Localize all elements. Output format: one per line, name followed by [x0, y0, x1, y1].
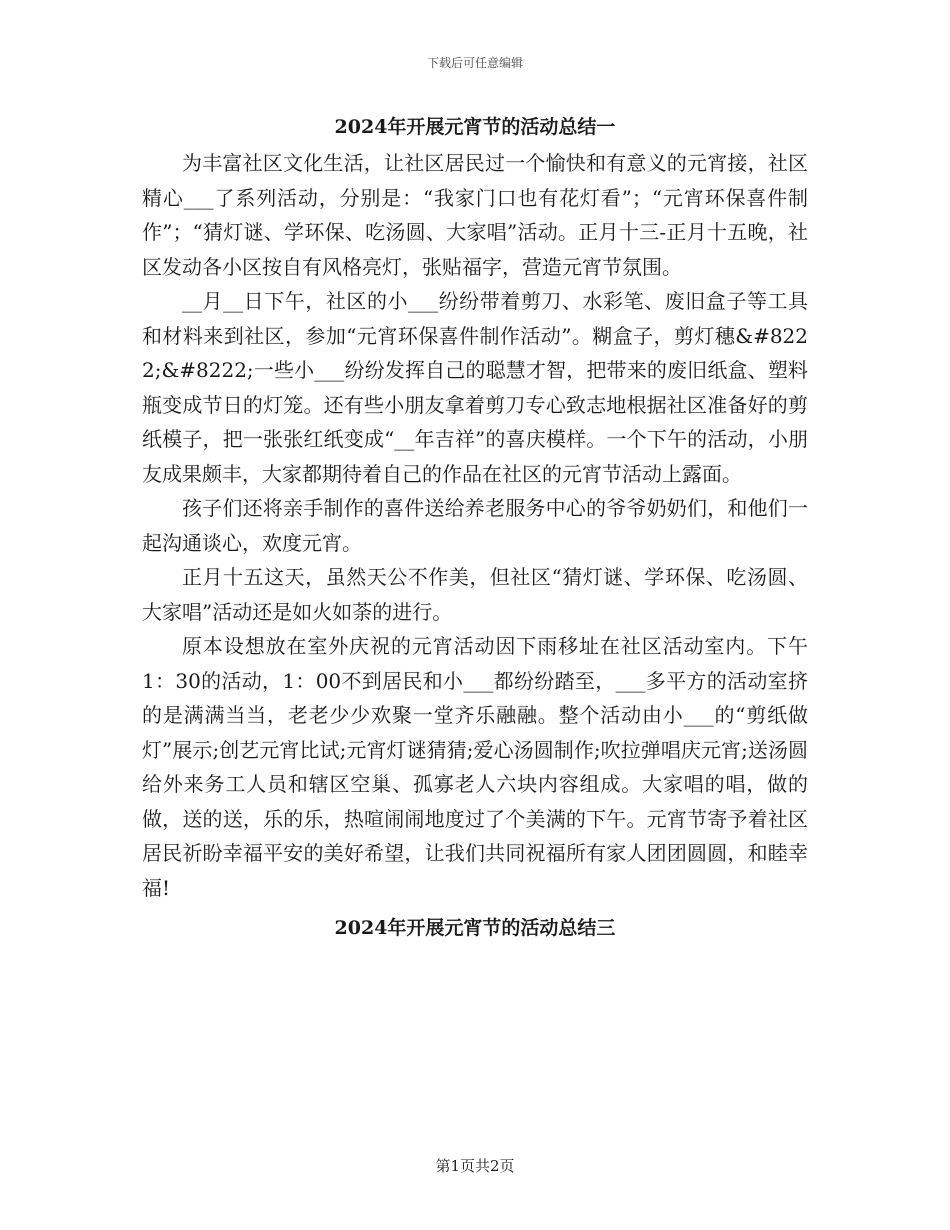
page-number: 第1页共2页 [435, 1157, 515, 1175]
paragraph-intro: 为丰富社区文化生活，让社区居民过一个愉快和有意义的元宵接，社区精心___了系列活动，分别是：“我家门口也有花灯看”；“元宵环保喜件制作”；“猜灯谜、学环保、吃汤圆、大家唱”活动。正月十三-正月十五晚，社区发动各小区按自有风格亮灯，张贴福字，营造元宵节氛围。 [142, 151, 808, 279]
header-note: 下载后可任意编辑 [426, 56, 523, 70]
document-body [142, 112, 808, 943]
paragraph-craft-activity: __月__日下午，社区的小___纷纷带着剪刀、水彩笔、废旧盒子等工具和材料来到社区，参加“元宵环保喜件制作活动”。糊盒子，剪灯穗&#8222;&#8222;一些小___纷纷发挥自己的聪慧才智，把带来的废旧纸盒、塑料瓶变成节日的灯笼。还有些小朋友拿着剪刀专心致志地根据社区准备好的剪纸模子，把一张张红纸变成“__年吉祥”的喜庆模样。一个下午的活动，小朋友成果颇丰，大家都期待着自己的作品在社区的元宵节活动上露面。 [142, 289, 808, 486]
paragraph-lantern-festival-day: 正月十五这天，虽然天公不作美，但社区“猜灯谜、学环保、吃汤圆、大家唱”活动还是如火如荼的进行。 [142, 565, 808, 624]
section-title: 2024年开展元宵节的活动总结三 [334, 917, 616, 939]
paragraph-indoor-event: 原本设想放在室外庆祝的元宵活动因下雨移址在社区活动室内。下午1：30的活动，1：00不到居民和小___都纷纷踏至，___多平方的活动室挤的是满满当当，老老少少欢聚一堂齐乐融融。整个活动由小___的“剪纸做灯”展示;创艺元宵比试;元宵灯谜猜猜;爱心汤圆制作;吹拉弹唱庆元宵;送汤圆给外来务工人员和辖区空巢、孤寡老人六块内容组成。大家唱的唱，做的做，送的送，乐的乐，热喧闹闹地度过了个美满的下午。元宵节寄予着社区居民祈盼幸福平安的美好希望，让我们共同祝福所有家人团团圆圆，和睦幸福! [142, 634, 808, 900]
paragraph-elderly-visit: 孩子们还将亲手制作的喜件送给养老服务中心的爷爷奶奶们，和他们一起沟通谈心，欢度元宵。 [142, 496, 808, 555]
document-title: 2024年开展元宵节的活动总结一 [334, 116, 616, 138]
